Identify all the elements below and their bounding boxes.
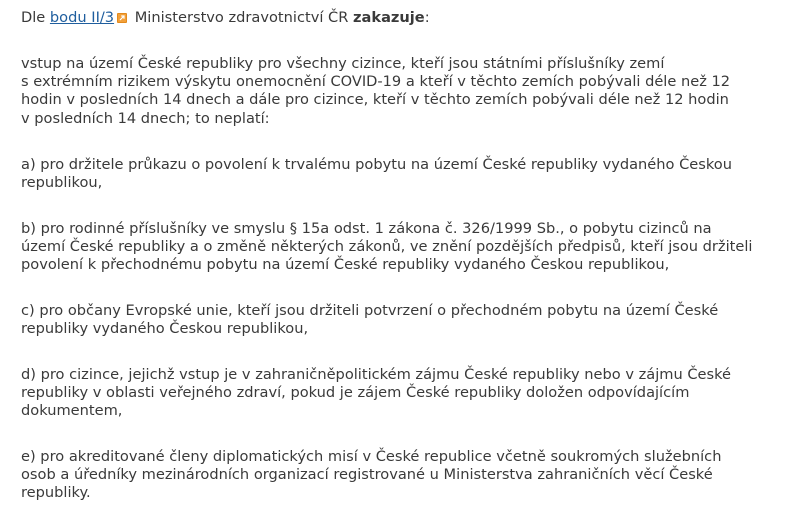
text-line: e) pro akreditované členy diplomatických misí v České republice včetně soukromých služebních xyxy=(21,448,722,465)
paragraph-main xyxy=(21,55,786,128)
text-line: b) pro rodinné příslušníky ve smyslu § 15a odst. 1 zákona č. 326/1999 Sb., o pobytu cizinců na xyxy=(21,220,712,237)
text-line: hodin v posledních 14 dnech a dále pro cizince, kteří v těchto zemích pobývali déle než 12 hodin xyxy=(21,91,729,109)
text-line: republiky v oblasti veřejného zdraví, pokud je zájem České republiky doložen odpovídajícím xyxy=(21,384,690,402)
external-link-icon[interactable] xyxy=(117,13,127,23)
text-line: dokumentem, xyxy=(21,402,123,420)
text-line: a) pro držitele průkazu o povolení k trvalému pobytu na území České republiky vydaného Českou xyxy=(21,156,732,173)
text-line: republiky vydaného Českou republikou, xyxy=(21,320,309,338)
text-line: s extrémním rizikem výskytu onemocnění COVID-19 a kteří v těchto zemích pobývali déle než 12 xyxy=(21,73,731,91)
paragraph-e xyxy=(21,448,786,503)
paragraph-d xyxy=(21,366,786,421)
text-line: území České republiky a o změně některých zákonů, ve znění pozdějších předpisů, kteří jsou držiteli xyxy=(21,238,753,256)
bodu-link[interactable]: bodu II/3 xyxy=(49,9,115,26)
paragraph-a xyxy=(21,156,786,192)
text-line: vstup na území České republiky pro všechny cizince, kteří jsou státními příslušníky zemí xyxy=(21,55,665,72)
paragraph-c xyxy=(21,302,786,338)
text-line: d) pro cizince, jejichž vstup je v zahraničněpolitickém zájmu České republiky nebo v zájmu České xyxy=(21,366,732,383)
ministry-name: Ministerstvo zdravotnictví ČR xyxy=(130,9,354,26)
intro-prefix: Dle xyxy=(21,9,50,26)
text-line: povolení k přechodnému pobytu na území České republiky vydaného Českou republikou, xyxy=(21,256,670,274)
text-line: c) pro občany Evropské unie, kteří jsou držiteli potvrzení o přechodném pobytu na území České xyxy=(21,302,719,319)
text-line: osob a úředníky mezinárodních organizací registrované u Ministerstva zahraničních věcí České xyxy=(21,466,713,484)
paragraph-b xyxy=(21,220,786,275)
verb-zakazuje: zakazuje xyxy=(353,9,425,26)
intro-colon: : xyxy=(424,9,430,26)
intro-line xyxy=(21,9,430,27)
text-line: republiky. xyxy=(21,484,91,502)
text-line: v posledních 14 dnech; to neplatí: xyxy=(21,109,270,127)
text-line: republikou, xyxy=(21,174,103,192)
